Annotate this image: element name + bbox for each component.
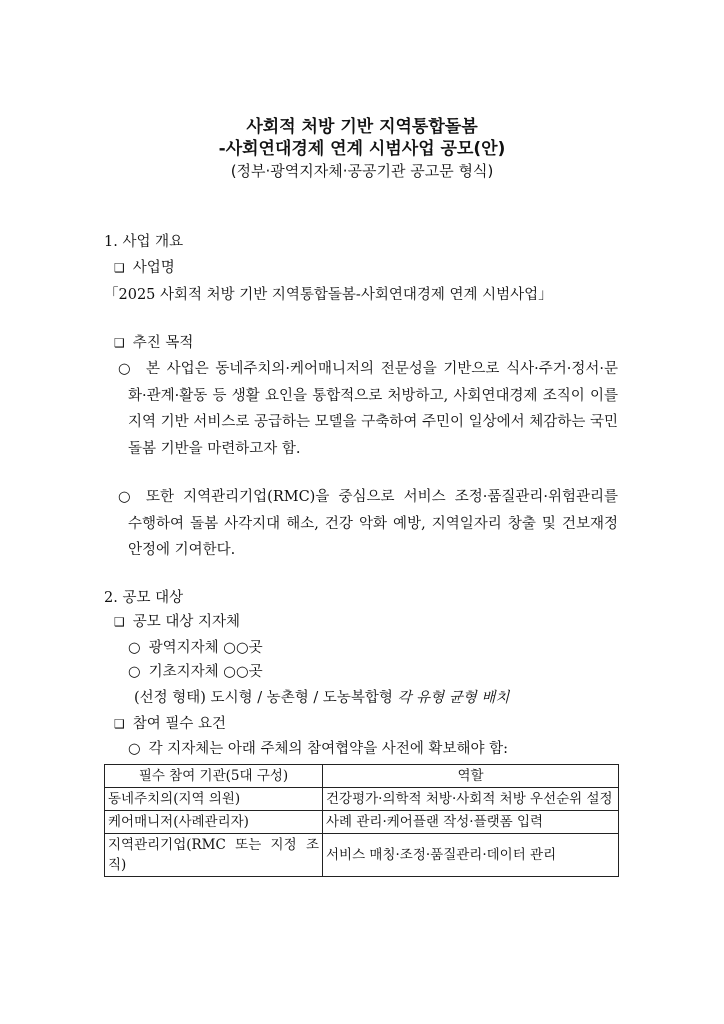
table-header-cell: 역할 <box>323 765 619 788</box>
selection-form-text: (선정 형태) 도시형 / 농촌형 / 도농복합형 <box>134 690 393 706</box>
selection-form-row <box>134 688 509 708</box>
table-header-row <box>105 765 619 788</box>
requirements-desc-row <box>128 739 508 759</box>
table-cell: 동네주치의(지역 의원) <box>105 788 323 811</box>
target-basic-row <box>128 662 263 682</box>
target-basic: 기초지자체 ○○곳 <box>148 664 263 680</box>
table-row <box>105 811 619 834</box>
purpose-paragraph-1: 본 사업은 동네주치의·케어매니저의 전문성을 기반으로 식사·주거·정서·문화·관계·활동 등 생활 요인을 통합적으로 처방하고, 사회연대경제 조직이 이를 지역 기반 서비스로 공급하는 모델을 구축하여 주민이 일상에서 체감하는 국민돌봄 기반을 마련하고자 함. <box>128 361 618 457</box>
table-row <box>105 788 619 811</box>
requirements-label: 참여 필수 요건 <box>132 716 227 732</box>
purpose-paragraph-2: 또한 지역관리기업(RMC)을 중심으로 서비스 조정·품질관리·위험관리를 수행하여 돌봄 사각지대 해소, 건강 악화 예방, 지역일자리 창출 및 건보재정 안정에 기여한다. <box>128 489 618 558</box>
title-line-2: -사회연대경제 연계 시범사업 공모(안) <box>218 139 506 159</box>
circle-icon: ○ <box>128 640 141 656</box>
checkbox-icon: ❑ <box>114 717 125 731</box>
purpose-label: 추진 목적 <box>132 335 194 351</box>
requirements-row <box>114 714 226 734</box>
item-name-value: 「2025 사회적 처방 기반 지역통합돌봄-사회연대경제 연계 시범사업」 <box>104 287 553 303</box>
checkbox-icon: ❑ <box>114 261 125 275</box>
table-cell: 지역관리기업(RMC 또는 지정 조직) <box>105 834 323 877</box>
checkbox-icon: ❑ <box>114 336 125 350</box>
circle-icon: ○ <box>118 489 131 505</box>
document-subtitle: (정부·광역지자체·공공기관 공고문 형식) <box>230 162 494 180</box>
document-title-block <box>0 116 724 182</box>
table-header-cell: 필수 참여 기관(5대 구성) <box>105 765 323 788</box>
circle-icon: ○ <box>128 664 141 680</box>
target-label: 공모 대상 지자체 <box>132 614 241 630</box>
requirements-desc: 각 지자체는 아래 주체의 참여협약을 사전에 확보해야 함: <box>148 741 508 757</box>
section1-heading: 1. 사업 개요 <box>104 234 184 250</box>
table-cell: 케어매니저(사례관리자) <box>105 811 323 834</box>
circle-icon: ○ <box>128 741 141 757</box>
item-name-label: 사업명 <box>132 260 175 276</box>
requirements-table <box>104 764 619 877</box>
target-row <box>114 612 240 632</box>
section2-heading: 2. 공모 대상 <box>104 590 184 606</box>
table-cell: 건강평가·의학적 처방·사회적 처방 우선순위 설정 <box>323 788 619 811</box>
item-name-row <box>114 258 175 278</box>
table-cell: 서비스 매칭·조정·품질관리·데이터 관리 <box>323 834 619 877</box>
selection-form-note: 각 유형 균형 배치 <box>397 690 510 706</box>
purpose-row <box>114 333 193 353</box>
circle-icon: ○ <box>118 361 131 377</box>
target-wide: 광역지자체 ○○곳 <box>148 640 263 656</box>
target-wide-row <box>128 638 263 658</box>
table-cell: 사례 관리·케어플랜 작성·플랫폼 입력 <box>323 811 619 834</box>
title-line-1: 사회적 처방 기반 지역통합돌봄 <box>246 117 478 137</box>
table-row <box>105 834 619 877</box>
checkbox-icon: ❑ <box>114 615 125 629</box>
